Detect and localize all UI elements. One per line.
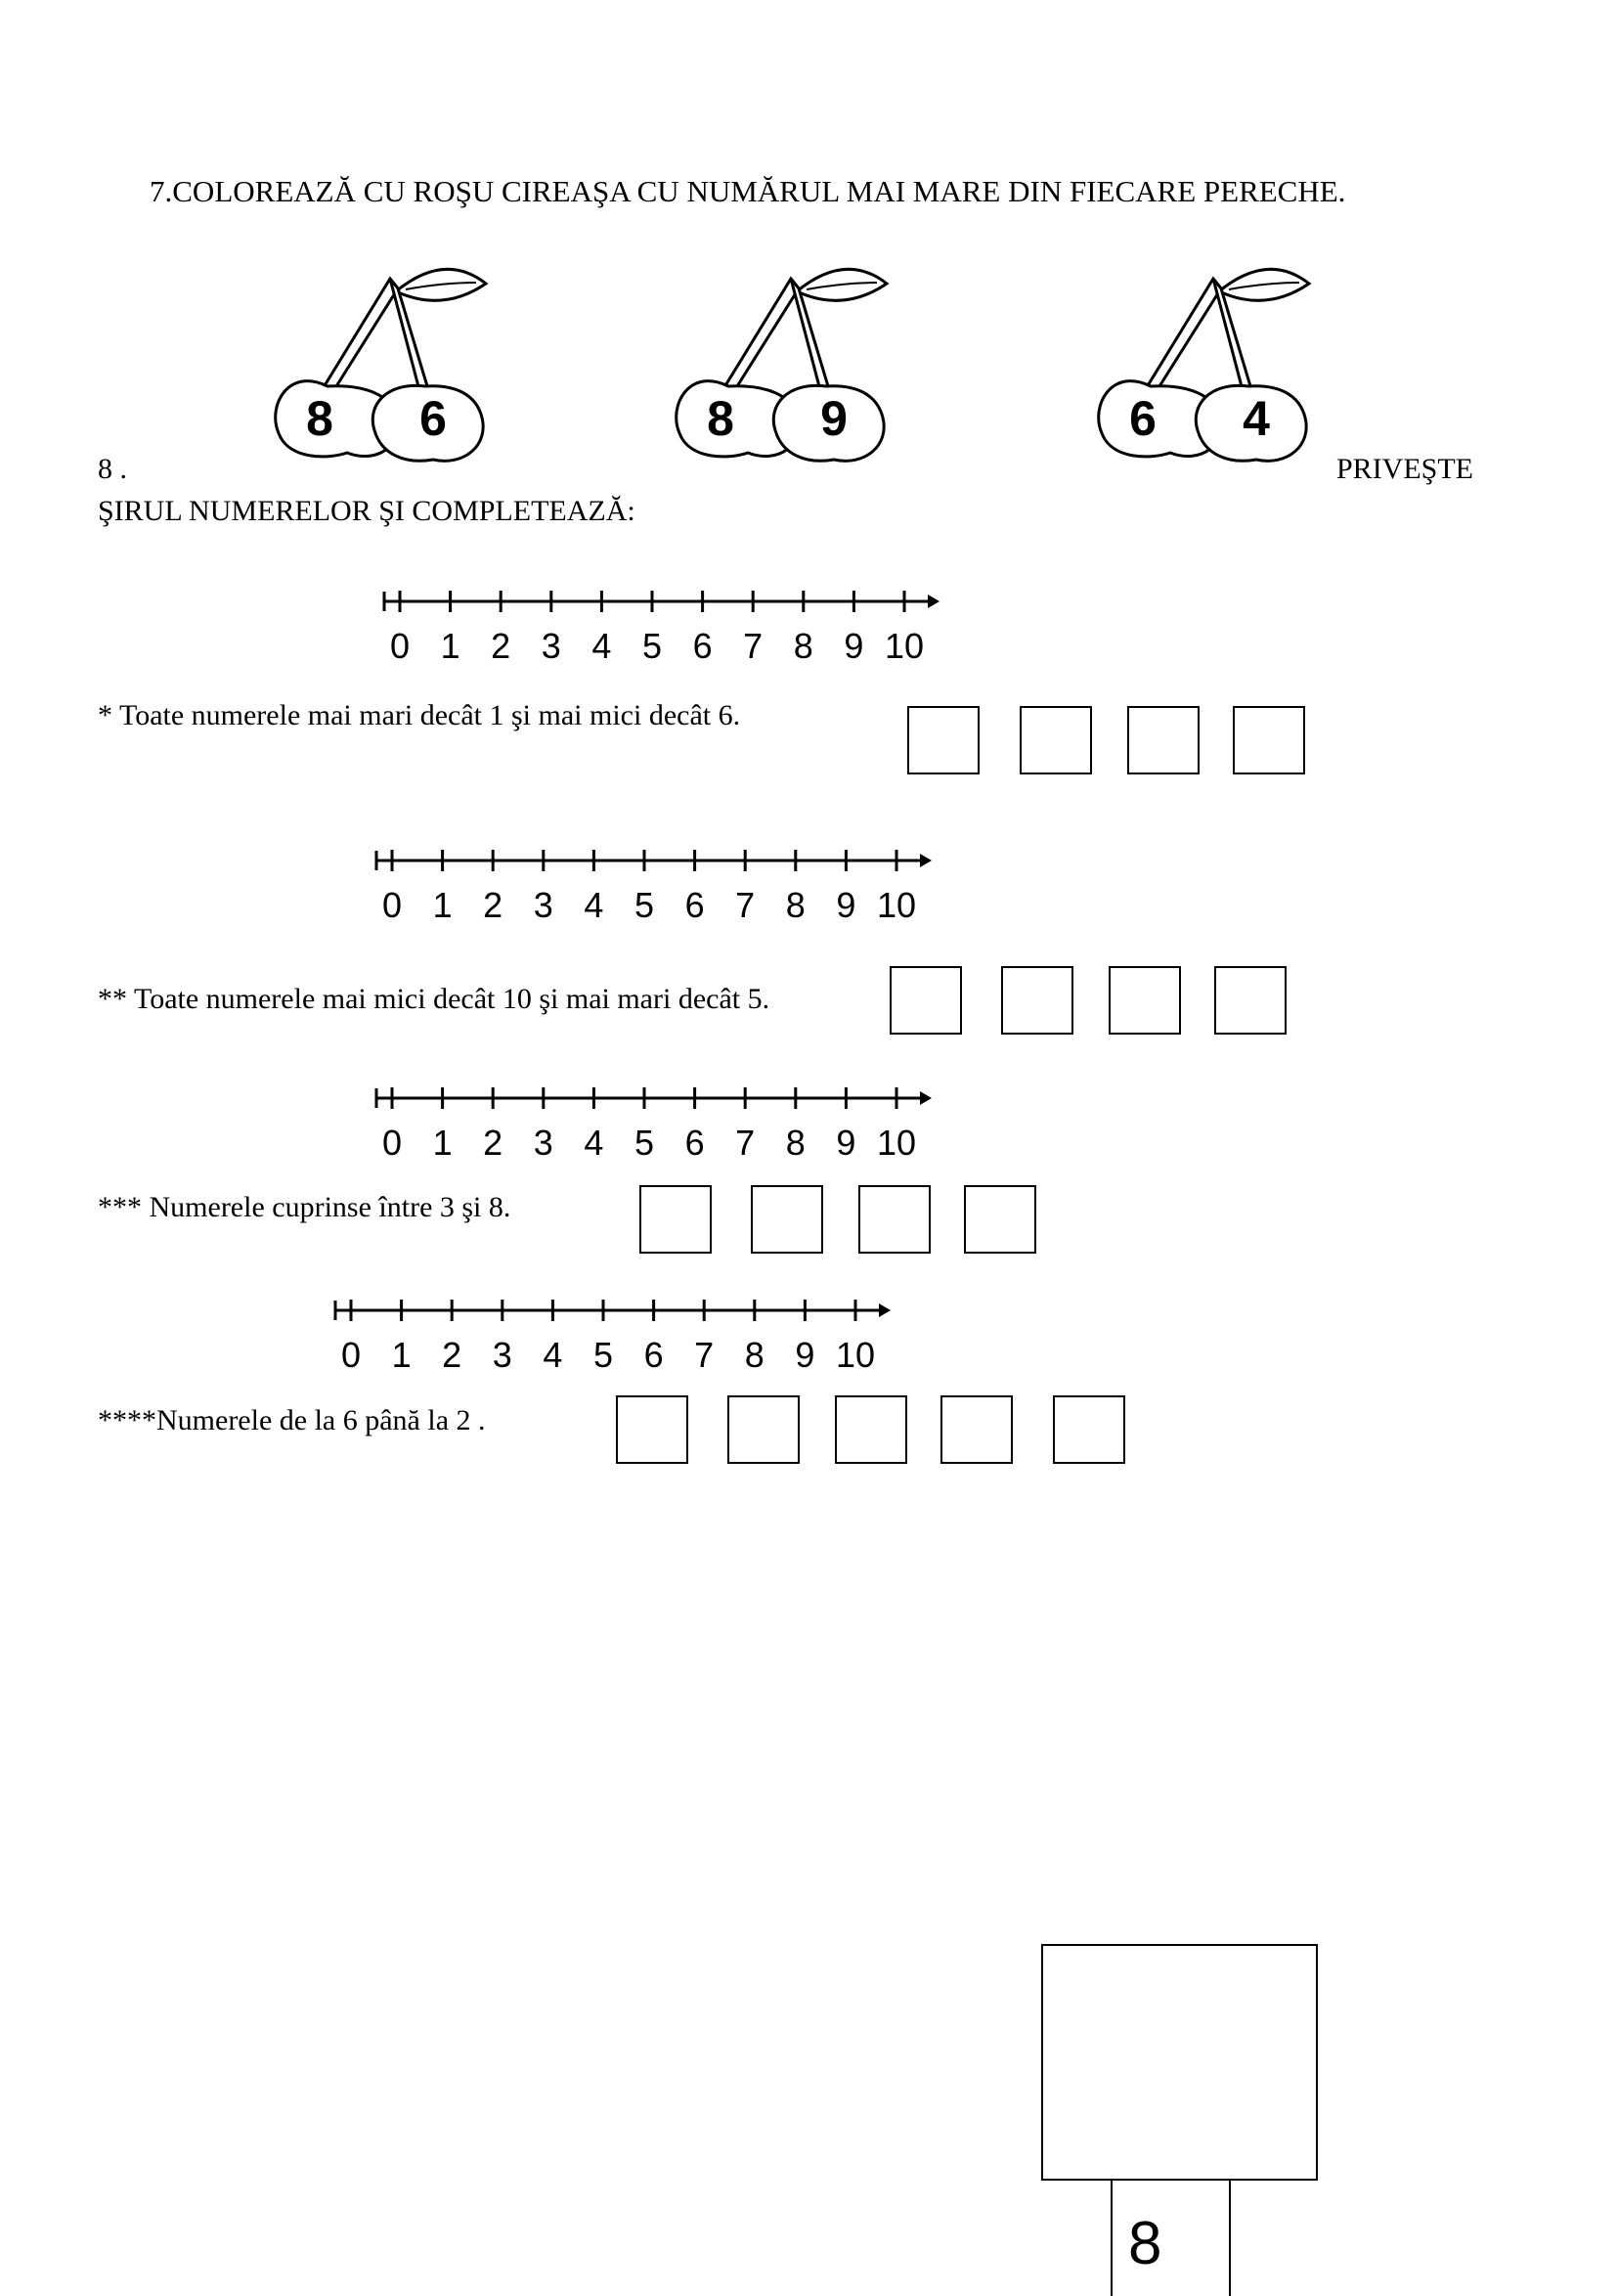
number-line-label: 9: [795, 1335, 815, 1375]
number-line-label: 6: [692, 626, 713, 666]
number-line-label: 9: [844, 626, 864, 666]
number-line-2: [369, 841, 945, 929]
number-line-label: 5: [592, 1335, 614, 1375]
cherry-pair-2[interactable]: [677, 269, 887, 461]
number-line-label: 3: [533, 885, 553, 925]
number-line-label: 1: [432, 885, 453, 925]
page-number: 8: [1128, 2210, 1162, 2277]
task-3-answer-box-1[interactable]: [639, 1185, 712, 1254]
number-line-label: 6: [684, 1123, 705, 1163]
cherry-pairs: [0, 244, 1617, 469]
number-line-label: 4: [591, 626, 612, 666]
task-2-answer-box-1[interactable]: [890, 966, 962, 1035]
number-line-label: 3: [541, 626, 561, 666]
task-1-text: * Toate numerele mai mari decât 1 şi mai mici decât 6.: [98, 699, 741, 731]
task-1-answer-box-2[interactable]: [1020, 706, 1092, 774]
number-line-label: 4: [543, 1335, 563, 1375]
exercise-7-title: 7.COLOREAZĂ CU ROŞU CIREAŞA CU NUMĂRUL MAI MARE DIN FIECARE PERECHE.: [150, 174, 1346, 208]
cherry-pair-3[interactable]: [1099, 269, 1309, 461]
number-line-4: [328, 1291, 904, 1379]
number-line-label: 8: [785, 885, 806, 925]
number-line-label: 10: [876, 1123, 917, 1163]
number-line-arrow: [920, 1091, 932, 1105]
number-line-label: 8: [793, 626, 813, 666]
page-number-box: [1111, 2179, 1231, 2296]
number-line-label: 10: [835, 1335, 876, 1375]
number-line-label: 10: [876, 885, 917, 925]
number-line-label: 7: [735, 885, 756, 925]
number-line-label: 6: [684, 885, 705, 925]
number-line-label: 3: [492, 1335, 512, 1375]
task-4-answer-box-3[interactable]: [835, 1395, 907, 1464]
number-line-label: 5: [634, 1123, 655, 1163]
score-box[interactable]: [1041, 1944, 1318, 2181]
task-3-answer-box-2[interactable]: [751, 1185, 823, 1254]
cherry-3-right-number: 4: [1243, 391, 1270, 446]
number-line-label: 7: [735, 1123, 756, 1163]
number-line-label: 4: [584, 1123, 604, 1163]
cherry-1-left-number: 8: [306, 391, 333, 446]
number-line-arrow: [928, 595, 940, 608]
number-line-arrow: [879, 1303, 891, 1317]
number-line-label: 2: [442, 1335, 462, 1375]
number-line-arrow: [920, 854, 932, 867]
task-1-answer-box-3[interactable]: [1127, 706, 1200, 774]
number-line-label: 10: [884, 626, 925, 666]
cherry-pair-1[interactable]: [276, 269, 486, 461]
number-line-label: 1: [391, 1335, 412, 1375]
number-line-label: 3: [533, 1123, 553, 1163]
task-4-answer-box-4[interactable]: [940, 1395, 1013, 1464]
task-1-answer-box-1[interactable]: [907, 706, 980, 774]
task-3-answer-box-4[interactable]: [964, 1185, 1036, 1254]
number-line-label: 2: [483, 1123, 503, 1163]
exercise-8-title-right: PRIVEŞTE: [1336, 453, 1474, 485]
cherry-2-right-number: 9: [820, 391, 848, 446]
number-line-label: 6: [643, 1335, 664, 1375]
task-2-answer-box-4[interactable]: [1214, 966, 1287, 1035]
exercise-8-number: 8 .: [98, 453, 127, 485]
number-line-label: 0: [381, 885, 403, 925]
cherry-3-left-number: 6: [1129, 391, 1157, 446]
task-2-text: ** Toate numerele mai mici decât 10 şi mai mari decât 5.: [98, 983, 770, 1015]
number-line-label: 1: [440, 626, 460, 666]
number-line-label: 7: [743, 626, 764, 666]
task-2-answer-box-3[interactable]: [1109, 966, 1181, 1035]
task-1-answer-box-4[interactable]: [1233, 706, 1305, 774]
number-line-label: 1: [432, 1123, 453, 1163]
number-line-1: [376, 582, 953, 670]
number-line-label: 5: [634, 885, 655, 925]
number-line-label: 5: [641, 626, 663, 666]
number-line-3: [369, 1079, 945, 1167]
task-2-answer-box-2[interactable]: [1001, 966, 1073, 1035]
task-3-text: *** Numerele cuprinse între 3 şi 8.: [98, 1191, 511, 1223]
task-4-answer-box-5[interactable]: [1053, 1395, 1125, 1464]
number-line-label: 4: [584, 885, 604, 925]
number-line-label: 8: [785, 1123, 806, 1163]
number-line-label: 9: [836, 1123, 856, 1163]
number-line-label: 9: [836, 885, 856, 925]
cherry-2-left-number: 8: [707, 391, 734, 446]
task-3-answer-box-3[interactable]: [858, 1185, 931, 1254]
task-4-text: ****Numerele de la 6 până la 2 .: [98, 1404, 486, 1436]
number-line-label: 0: [389, 626, 411, 666]
number-line-label: 0: [340, 1335, 362, 1375]
number-line-label: 0: [381, 1123, 403, 1163]
task-4-answer-box-2[interactable]: [727, 1395, 800, 1464]
exercise-8-title-line2: ŞIRUL NUMERELOR ŞI COMPLETEAZĂ:: [98, 495, 635, 527]
task-4-answer-box-1[interactable]: [616, 1395, 688, 1464]
number-line-label: 2: [491, 626, 511, 666]
number-line-label: 7: [694, 1335, 715, 1375]
number-line-label: 8: [744, 1335, 765, 1375]
number-line-label: 2: [483, 885, 503, 925]
cherry-1-right-number: 6: [419, 391, 447, 446]
